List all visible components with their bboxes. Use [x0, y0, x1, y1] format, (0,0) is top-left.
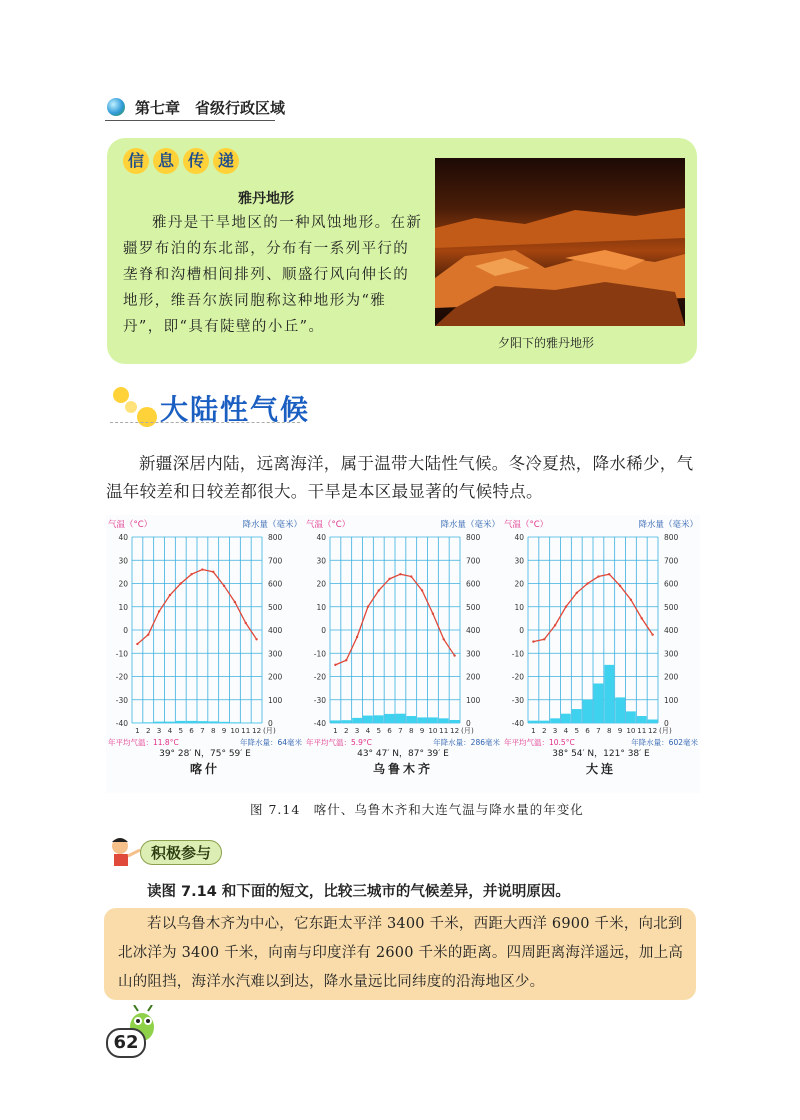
precipitation-bar — [428, 717, 438, 723]
temp-axis-title: 气温（°C） — [504, 520, 549, 530]
annual-precip-label: 年降水量：286毫米 — [433, 738, 500, 747]
activity-question: 读图 7.14 和下面的短文，比较三城市的气候差异，并说明原因。 — [147, 884, 570, 900]
precip-tick-label: 200 — [466, 672, 481, 682]
temperature-point — [586, 582, 588, 584]
precipitation-bar — [439, 718, 449, 723]
temp-tick-label: -40 — [511, 719, 524, 728]
month-tick-label: 8 — [606, 726, 612, 735]
month-tick-label: 10 — [230, 726, 240, 735]
intro-paragraph-text: 新疆深居内陆，远离海洋，属于温带大陆性气候。冬冷夏热，降水稀少，气温年较差和日较差都很大。干旱是本区最显著的气候特点。 — [106, 454, 694, 501]
precip-tick-label: 400 — [268, 626, 283, 635]
temperature-point — [234, 601, 236, 603]
climate-chart-dalian — [502, 515, 700, 793]
month-tick-label: 4 — [563, 726, 569, 735]
precip-tick-label: 800 — [268, 533, 283, 542]
temperature-point — [453, 654, 455, 656]
temp-tick-label: 20 — [118, 579, 128, 589]
precipitation-bar — [374, 715, 384, 723]
info-heading-char: 息 — [153, 148, 179, 174]
month-tick-label: 11 — [439, 726, 449, 735]
page-number: 62 — [106, 1028, 146, 1058]
annual-precip-label: 年降水量：64毫米 — [239, 738, 302, 747]
precip-tick-label: 0 — [466, 719, 471, 728]
precipitation-bar — [176, 721, 186, 723]
month-tick-label: 12 — [648, 726, 658, 735]
precipitation-bar — [165, 722, 175, 723]
city-name: 乌鲁木齐 — [372, 762, 434, 776]
temperature-point — [543, 638, 545, 640]
month-unit-label: (月) — [659, 726, 672, 735]
month-tick-label: 7 — [200, 726, 205, 735]
temp-tick-label: 0 — [519, 626, 524, 635]
precipitation-bar — [450, 720, 460, 723]
precip-axis-title: 降水量（毫米） — [242, 520, 302, 530]
temperature-point — [147, 633, 149, 635]
info-heading-char: 信 — [123, 148, 149, 174]
month-unit-label: (月) — [461, 726, 474, 735]
coordinates-label: 39° 28′ N，75° 59′ E — [159, 749, 251, 759]
temp-tick-label: 40 — [316, 533, 326, 542]
temp-tick-label: -20 — [115, 672, 128, 682]
temp-tick-label: -10 — [115, 649, 128, 659]
precipitation-bar — [648, 720, 658, 723]
precipitation-bar — [539, 721, 549, 723]
temperature-point — [443, 638, 445, 640]
precip-tick-label: 700 — [466, 556, 481, 566]
precipitation-bar — [637, 716, 647, 723]
precip-tick-label: 100 — [466, 695, 481, 705]
info-heading — [123, 148, 239, 174]
temp-tick-label: 0 — [123, 626, 128, 635]
temperature-point — [356, 636, 358, 638]
precipitation-bar — [187, 721, 197, 723]
photo-caption: 夕阳下的雅丹地形 — [498, 336, 595, 350]
precipitation-bar — [385, 714, 395, 723]
temperature-point — [421, 589, 423, 591]
header-rule — [105, 120, 275, 121]
temp-tick-label: 10 — [514, 602, 524, 612]
temp-axis-title: 气温（°C） — [306, 520, 351, 530]
precipitation-bar — [594, 683, 604, 723]
coordinates-label: 38° 54′ N，121° 38′ E — [552, 749, 650, 759]
precipitation-bar — [572, 709, 582, 723]
city-name: 大连 — [585, 762, 617, 776]
precipitation-bar — [363, 716, 373, 723]
month-tick-label: 4 — [167, 726, 173, 735]
climate-chart-urumqi — [304, 515, 502, 793]
month-tick-label: 2 — [541, 726, 547, 735]
month-tick-label: 5 — [574, 726, 580, 735]
temp-tick-label: -30 — [313, 695, 326, 705]
month-tick-label: 9 — [221, 726, 227, 735]
precip-tick-label: 300 — [466, 649, 481, 659]
precip-tick-label: 600 — [664, 579, 679, 589]
precipitation-bar — [529, 721, 539, 723]
temperature-point — [245, 622, 247, 624]
city-name: 喀什 — [189, 762, 221, 776]
info-body-text: 雅丹是干旱地区的一种风蚀地形。在新疆罗布泊的东北部，分布有一系列平行的垄脊和沟槽相间排列、顺盛行风向伸长的地形，维吾尔族同胞称这种地形为“雅丹”，即“具有陡壁的小丘”。 — [123, 215, 423, 335]
temperature-point — [399, 573, 401, 575]
precipitation-bar — [208, 721, 218, 723]
temperature-point — [334, 664, 336, 666]
month-tick-label: 8 — [408, 726, 414, 735]
temperature-point — [190, 573, 192, 575]
precip-axis-title: 降水量（毫米） — [440, 520, 500, 530]
precip-tick-label: 500 — [466, 602, 481, 612]
temperature-point — [169, 594, 171, 596]
precip-tick-label: 100 — [268, 695, 283, 705]
precip-tick-label: 700 — [268, 556, 283, 566]
precip-tick-label: 400 — [466, 626, 481, 635]
precipitation-bar — [219, 722, 229, 723]
precip-tick-label: 200 — [664, 672, 679, 682]
temperature-point — [255, 638, 257, 640]
temperature-point — [651, 633, 653, 635]
precip-tick-label: 400 — [664, 626, 679, 635]
temperature-point — [410, 575, 412, 577]
month-tick-label: 3 — [552, 726, 558, 735]
month-tick-label: 10 — [428, 726, 438, 735]
temp-tick-label: -40 — [115, 719, 128, 728]
temp-tick-label: 20 — [316, 579, 326, 589]
intro-paragraph — [106, 450, 696, 506]
temp-tick-label: 30 — [316, 556, 326, 566]
precip-tick-label: 0 — [268, 719, 273, 728]
precipitation-bar — [230, 722, 240, 723]
month-tick-label: 12 — [252, 726, 262, 735]
precip-tick-label: 100 — [664, 695, 679, 705]
info-title: 雅丹地形 — [238, 191, 294, 207]
info-heading-char: 递 — [213, 148, 239, 174]
activity-label: 积极参与 — [140, 840, 222, 865]
month-tick-label: 7 — [596, 726, 601, 735]
temperature-point — [641, 617, 643, 619]
annual-temp-label: 年平均气温：5.9°C — [306, 738, 372, 747]
temp-tick-label: 0 — [321, 626, 326, 635]
precipitation-bar — [615, 697, 625, 723]
temp-tick-label: 20 — [514, 579, 524, 589]
month-tick-label: 1 — [135, 726, 140, 735]
temp-axis-title: 气温（°C） — [108, 520, 153, 530]
temp-tick-label: -10 — [313, 649, 326, 659]
temp-tick-label: -20 — [313, 672, 326, 682]
yardang-photo — [435, 158, 685, 326]
month-tick-label: 6 — [387, 726, 392, 735]
precipitation-bar — [352, 718, 362, 723]
chapter-title: 第七章 省级行政区域 — [135, 99, 286, 117]
month-tick-label: 6 — [585, 726, 590, 735]
precipitation-bar — [583, 700, 593, 723]
climate-charts — [106, 515, 700, 793]
precip-tick-label: 300 — [664, 649, 679, 659]
precipitation-bar — [331, 720, 341, 723]
precip-tick-label: 200 — [268, 672, 283, 682]
temperature-point — [158, 610, 160, 612]
precip-tick-label: 700 — [664, 556, 679, 566]
precipitation-bar — [154, 722, 164, 723]
activity-text-body: 若以乌鲁木齐为中心，它东距太平洋 3400 千米，西距大西洋 6900 千米，向北到北冰洋为 3400 千米，向南与印度洋有 2600 千米的距离。四周距离海洋遥远，加上高山的阻挡，海洋水汽难以到达，降水量远比同纬度的沿海地区少。 — [118, 916, 684, 990]
globe-icon — [107, 98, 125, 116]
month-tick-label: 11 — [637, 726, 647, 735]
precipitation-bar — [198, 721, 208, 723]
temperature-point — [378, 589, 380, 591]
temperature-point — [212, 571, 214, 573]
temperature-point — [180, 582, 182, 584]
section-underline — [110, 422, 300, 423]
temp-tick-label: 30 — [514, 556, 524, 566]
month-tick-label: 10 — [626, 726, 636, 735]
info-body — [123, 210, 425, 340]
month-tick-label: 5 — [376, 726, 382, 735]
month-tick-label: 1 — [333, 726, 338, 735]
precip-tick-label: 0 — [664, 719, 669, 728]
temp-tick-label: 30 — [118, 556, 128, 566]
annual-precip-label: 年降水量：602毫米 — [631, 738, 698, 747]
precip-axis-title: 降水量（毫米） — [638, 520, 698, 530]
month-tick-label: 2 — [343, 726, 349, 735]
info-heading-char: 传 — [183, 148, 209, 174]
temperature-point — [223, 585, 225, 587]
temperature-point — [565, 606, 567, 608]
precipitation-bar — [341, 720, 351, 723]
temperature-point — [554, 624, 556, 626]
temp-tick-label: 40 — [118, 533, 128, 542]
temp-tick-label: -40 — [313, 719, 326, 728]
precip-tick-label: 300 — [268, 649, 283, 659]
temperature-point — [201, 568, 203, 570]
temperature-point — [608, 573, 610, 575]
precip-tick-label: 600 — [268, 579, 283, 589]
figure-caption: 图 7.14 喀什、乌鲁木齐和大连气温与降水量的年变化 — [250, 802, 584, 817]
precip-tick-label: 800 — [466, 533, 481, 542]
precipitation-bar — [417, 717, 427, 723]
precip-tick-label: 500 — [268, 602, 283, 612]
annual-temp-label: 年平均气温：11.8°C — [108, 738, 179, 747]
precipitation-bar — [626, 711, 636, 723]
month-tick-label: 3 — [354, 726, 360, 735]
climate-chart-kashgar — [106, 515, 304, 793]
temperature-point — [619, 585, 621, 587]
temperature-point — [136, 643, 138, 645]
month-tick-label: 8 — [210, 726, 216, 735]
section-title: 大陆性气候 — [160, 393, 311, 426]
temp-tick-label: 40 — [514, 533, 524, 542]
activity-text — [118, 910, 688, 997]
precipitation-bar — [561, 714, 571, 723]
month-tick-label: 4 — [365, 726, 371, 735]
temp-tick-label: -20 — [511, 672, 524, 682]
precipitation-bar — [143, 722, 153, 723]
month-unit-label: (月) — [263, 726, 276, 735]
month-tick-label: 2 — [145, 726, 151, 735]
temp-tick-label: 10 — [118, 602, 128, 612]
temperature-point — [532, 640, 534, 642]
temperature-point — [576, 592, 578, 594]
annual-temp-label: 年平均气温：10.5°C — [504, 738, 575, 747]
precip-tick-label: 500 — [664, 602, 679, 612]
coordinates-label: 43° 47′ N，87° 39′ E — [357, 749, 449, 759]
precipitation-bar — [396, 714, 406, 723]
temperature-point — [597, 575, 599, 577]
precipitation-bar — [550, 718, 560, 723]
temperature-point — [367, 606, 369, 608]
temperature-point — [432, 613, 434, 615]
section-bubbles-icon — [107, 385, 167, 430]
temp-tick-label: 10 — [316, 602, 326, 612]
month-tick-label: 9 — [617, 726, 623, 735]
precip-tick-label: 600 — [466, 579, 481, 589]
precip-tick-label: 800 — [664, 533, 679, 542]
yardang-photo-art — [435, 158, 685, 326]
precipitation-bar — [406, 716, 416, 723]
temp-tick-label: -10 — [511, 649, 524, 659]
month-tick-label: 1 — [531, 726, 536, 735]
precipitation-bar — [604, 665, 614, 723]
month-tick-label: 12 — [450, 726, 460, 735]
month-tick-label: 5 — [178, 726, 184, 735]
month-tick-label: 11 — [241, 726, 251, 735]
temperature-point — [388, 578, 390, 580]
temp-tick-label: -30 — [115, 695, 128, 705]
temp-tick-label: -30 — [511, 695, 524, 705]
temperature-point — [630, 599, 632, 601]
month-tick-label: 6 — [189, 726, 194, 735]
month-tick-label: 3 — [156, 726, 162, 735]
month-tick-label: 9 — [419, 726, 425, 735]
temperature-point — [345, 659, 347, 661]
month-tick-label: 7 — [398, 726, 403, 735]
